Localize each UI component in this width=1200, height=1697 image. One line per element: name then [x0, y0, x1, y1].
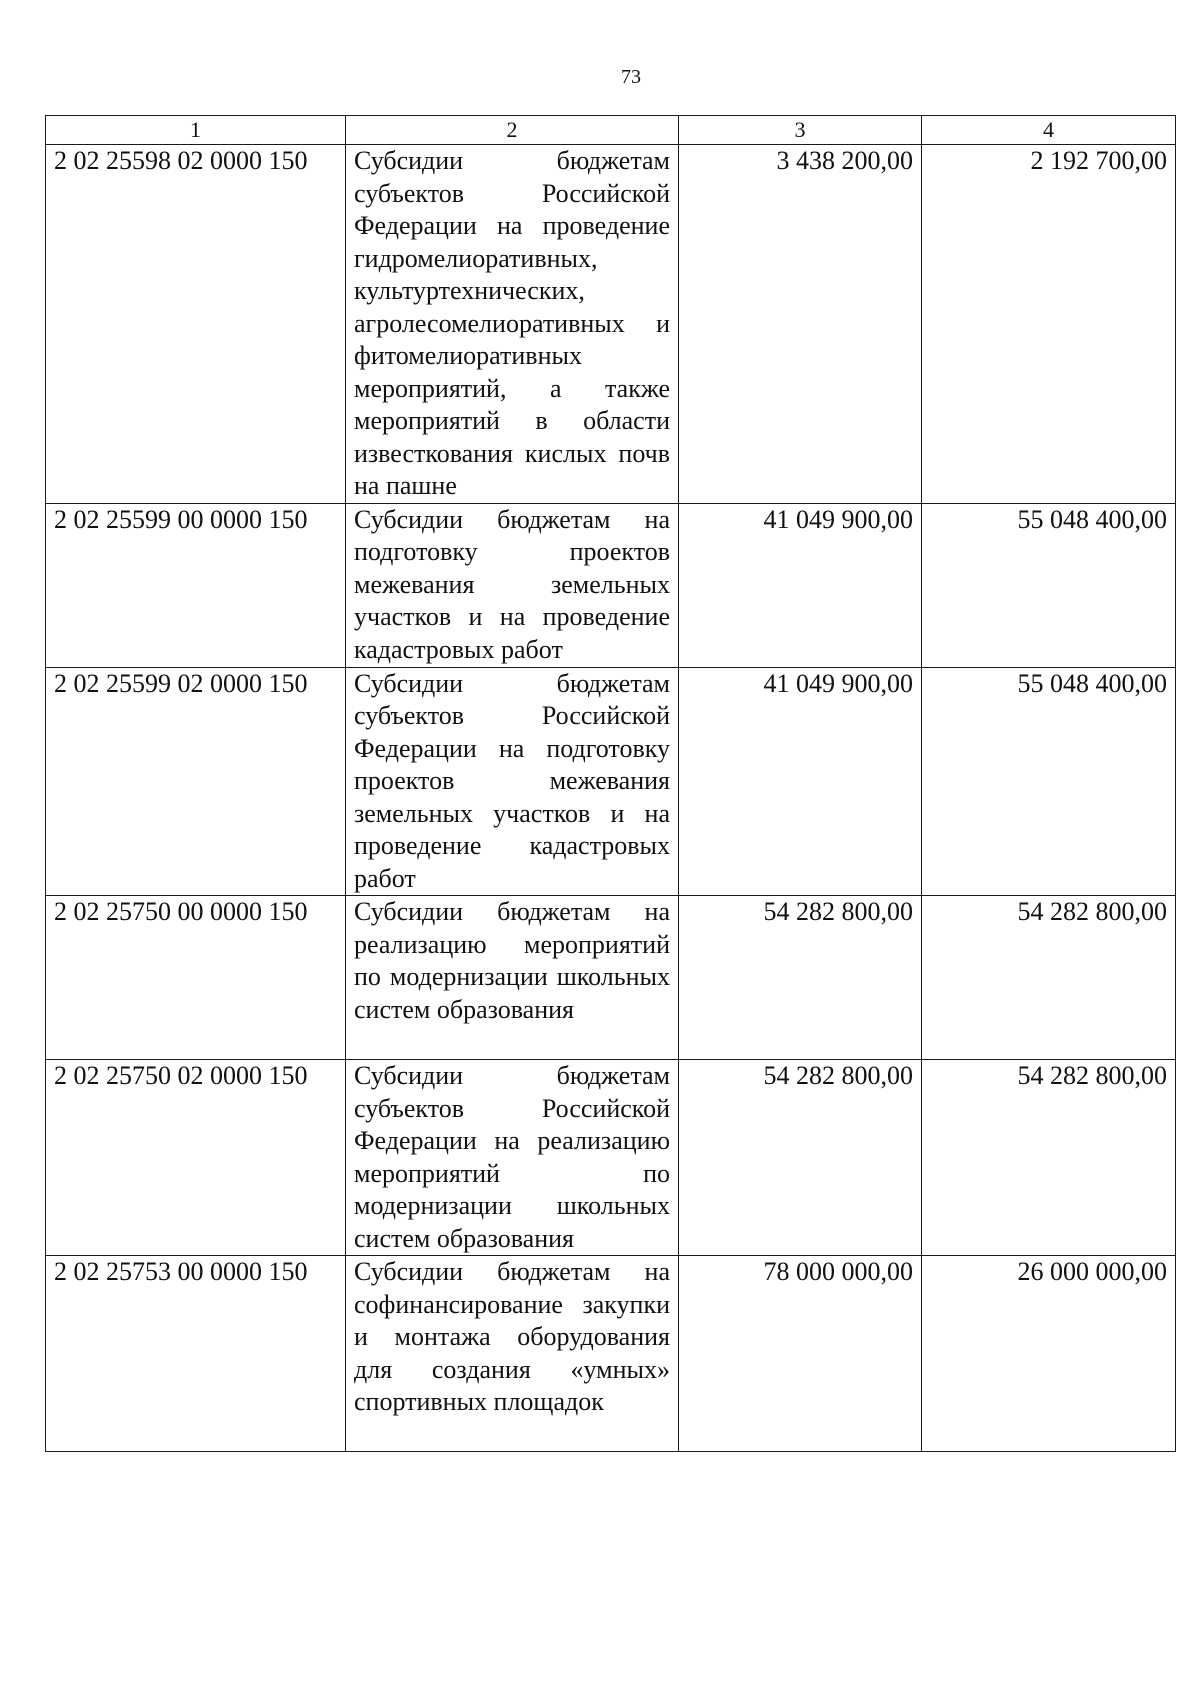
- amount-col-3: 41 049 900,00: [679, 503, 922, 667]
- budget-code: 2 02 25750 02 0000 150: [46, 1060, 346, 1256]
- subsidy-description: Субсидии бюджетам субъектов Российской Федерации на подготовку проектов межевания земельных участков и на проведение кадастровых работ: [346, 667, 679, 896]
- budget-code: 2 02 25599 02 0000 150: [46, 667, 346, 896]
- amount-col-3: 78 000 000,00: [679, 1256, 922, 1452]
- amount-col-4: 54 282 800,00: [922, 896, 1176, 1060]
- table-row: [46, 1256, 1176, 1452]
- header-col-1: 1: [46, 116, 346, 145]
- header-col-3: 3: [679, 116, 922, 145]
- table-row: [46, 896, 1176, 1060]
- subsidy-description: Субсидии бюджетам субъектов Российской Федерации на реализацию мероприятий по модернизации школьных систем образования: [346, 1060, 679, 1256]
- subsidy-description: Субсидии бюджетам на реализацию мероприятий по модернизации школьных систем образования: [346, 896, 679, 1060]
- subsidy-description: Субсидии бюджетам субъектов Российской Федерации на проведение гидромелиоративных, культуртехнических, агролесомелиоративных и фитомелиоративных мероприятий, а также мероприятий в области известкования кислых почв на пашне: [346, 145, 679, 504]
- header-col-2: 2: [346, 116, 679, 145]
- amount-col-4: 55 048 400,00: [922, 667, 1176, 896]
- amount-col-3: 54 282 800,00: [679, 1060, 922, 1256]
- budget-code: 2 02 25753 00 0000 150: [46, 1256, 346, 1452]
- amount-col-3: 41 049 900,00: [679, 667, 922, 896]
- page-number: 73: [621, 66, 641, 88]
- table-body: [46, 145, 1176, 1452]
- budget-table: [45, 115, 1176, 1452]
- table-row: [46, 1060, 1176, 1256]
- table-row: [46, 503, 1176, 667]
- header-row: [46, 116, 1176, 145]
- budget-code: 2 02 25599 00 0000 150: [46, 503, 346, 667]
- subsidy-description: Субсидии бюджетам на подготовку проектов межевания земельных участков и на проведение кадастровых работ: [346, 503, 679, 667]
- table-row: [46, 145, 1176, 504]
- amount-col-4: 55 048 400,00: [922, 503, 1176, 667]
- table-row: [46, 667, 1176, 896]
- amount-col-4: 2 192 700,00: [922, 145, 1176, 504]
- budget-code: 2 02 25750 00 0000 150: [46, 896, 346, 1060]
- budget-code: 2 02 25598 02 0000 150: [46, 145, 346, 504]
- table-header: [46, 116, 1176, 145]
- header-col-4: 4: [922, 116, 1176, 145]
- subsidy-description: Субсидии бюджетам на софинансирование закупки и монтажа оборудования для создания «умных» спортивных площадок: [346, 1256, 679, 1452]
- amount-col-3: 54 282 800,00: [679, 896, 922, 1060]
- amount-col-3: 3 438 200,00: [679, 145, 922, 504]
- amount-col-4: 26 000 000,00: [922, 1256, 1176, 1452]
- amount-col-4: 54 282 800,00: [922, 1060, 1176, 1256]
